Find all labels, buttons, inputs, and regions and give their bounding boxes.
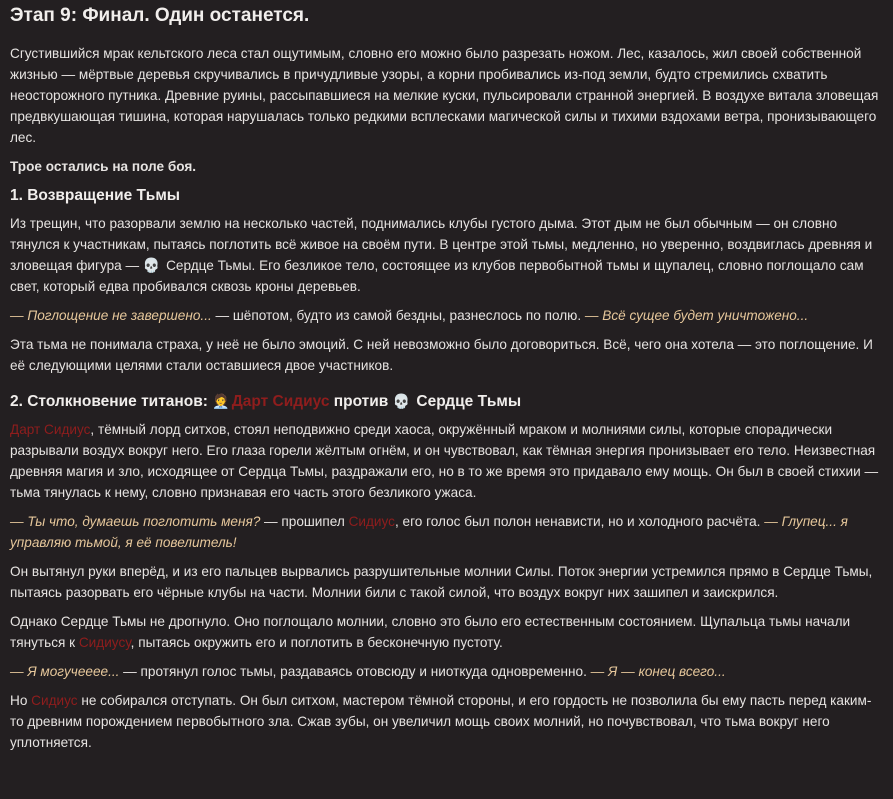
- section1-p1-text-b: . Его безликое тело, состоящее из клубов первобытной тьмы и щупалец, словно поглощало сам свет, который едва пробивался сквозь кроны деревьев.: [10, 258, 864, 294]
- sidious-name: Сидиус: [31, 693, 78, 708]
- darth-sidious-name: Дарт Сидиус: [231, 393, 330, 410]
- section2-quote-line-1: [10, 511, 883, 553]
- skull-icon: 💀: [142, 257, 161, 273]
- section2-paragraph-6: [10, 690, 883, 753]
- skull-icon: 💀: [392, 393, 411, 409]
- section2-quote-line-2: [10, 661, 883, 682]
- quote-text: — Глупец... я управляю тьмой, я её повелитель!: [10, 514, 848, 550]
- section1-paragraph-1: [10, 213, 883, 297]
- quote-text: — Ты что, думаешь поглотить меня?: [10, 514, 261, 529]
- quote-text: — Поглощение не завершено...: [10, 308, 212, 323]
- section-heading-clash-of-titans: [10, 390, 883, 413]
- section2-p4-text-a: Однако Сердце Тьмы не дрогнуло. Оно поглощало молнии, словно это было его естественным состоянием. Щупальца тьмы начали тянуться к: [10, 614, 851, 650]
- darth-sidious-name: Дарт Сидиус: [10, 422, 91, 437]
- sidious-name: Сидиусу: [78, 635, 131, 650]
- section2-paragraph-3: Он вытянул руки вперёд, и из его пальцев вырвались разрушительные молнии Силы. Поток энергии устремился прямо в Сердце Тьмы, пытаясь разорвать его чёрные клубы на части. Молнии били с такой силой, что воздух вокруг них зашипел и заискрился.: [10, 564, 873, 600]
- heart-of-darkness-name: Сердце Тьмы: [416, 393, 522, 410]
- section2-p6-text-b: не собирался отступать. Он был ситхом, мастером тёмной стороны, и его гордость не позволила бы ему пасть перед каким-то древним порождением первобытного зла. Сжав зубы, он увеличил мощь своих молний, но почувствовал, что тьма вокруг него уплотняется.: [10, 693, 872, 750]
- quote-text: — Я — конец всего...: [590, 664, 726, 679]
- heading-prefix: 2. Столкновение титанов:: [10, 393, 213, 410]
- quote-text: — Всё сущее будет уничтожено...: [584, 308, 809, 323]
- narration-text: — прошипел: [260, 514, 349, 529]
- sidious-name: Сидиус: [348, 514, 395, 529]
- section1-p1-text-a: Из трещин, что разорвали землю на несколько частей, поднимались клубы густого дыма. Этот дым не был обычным — он словно тянулся к участникам, пытаясь поглотить всё живое на своём пути. В центре этой тьмы, медленно, но уверенно, воздвиглась древняя и зловещая фигура —: [10, 216, 873, 273]
- section-heading-return-of-darkness: 1. Возвращение Тьмы: [10, 187, 181, 204]
- narration-text: , его голос был полон ненависти, но и холодного расчёта.: [394, 514, 765, 529]
- section2-paragraph-4: [10, 611, 883, 653]
- section2-p1-text: , тёмный лорд ситхов, стоял неподвижно среди хаоса, окружённый мраком и молниями силы, которые спорадически разрывали воздух вокруг него. Его глаза горели жёлтым огнём, и он чувствовал, как тёмная энергия пронизывает его тело. Неизвестная древняя магия и зло, исходящее от Сердца Тьмы, раздражали его, но в то же время это придавало ему мощь. Он был в своей стихии — тьма тянулась к нему, словно признавая его часть этого безликого ужаса.: [10, 422, 879, 500]
- versus-text: против: [329, 393, 393, 410]
- quote-text: — Я могучееее...: [10, 664, 120, 679]
- section2-p4-text-b: , пытаясь окружить его и поглотить в бесконечную пустоту.: [130, 635, 503, 650]
- heart-of-darkness-name: Сердце Тьмы: [166, 258, 252, 273]
- page-title: Этап 9: Финал. Один останется.: [10, 5, 310, 26]
- narration-text: — протянул голос тьмы, раздаваясь отовсюду и ниоткуда одновременно.: [119, 664, 591, 679]
- section1-paragraph-3: Эта тьма не понимала страха, у неё не было эмоций. С ней невозможно было договориться. Всё, чего она хотела — это поглощение. И её следующими целями стали оставшиеся двое участников.: [10, 337, 873, 373]
- section2-p6-text-a: Но: [10, 693, 32, 708]
- three-left-line: Трое остались на поле боя.: [10, 159, 197, 174]
- intro-paragraph: Сгустившийся мрак кельтского леса стал ощутимым, словно его можно было разрезать ножом. Лес, казалось, жил своей собственной жизнью — мёртвые деревья скручивались в причудливые узоры, а корни пробивались из-под земли, будто стремились схватить неосторожного путника. Древние руины, рассыпавшиеся на мелкие куски, пульсировали странной энергией. В воздухе витала зловещая предвкушающая тишина, которая нарушалась только редкими всплесками магической силы и тихими вздохами ветра, пронизывающего лес.: [10, 46, 879, 145]
- section2-paragraph-1: [10, 419, 883, 503]
- narration-text: — шёпотом, будто из самой бездны, разнеслось по полю.: [211, 308, 585, 323]
- person-icon: 🧑‍💼: [212, 393, 230, 409]
- section1-quote-line: [10, 305, 883, 326]
